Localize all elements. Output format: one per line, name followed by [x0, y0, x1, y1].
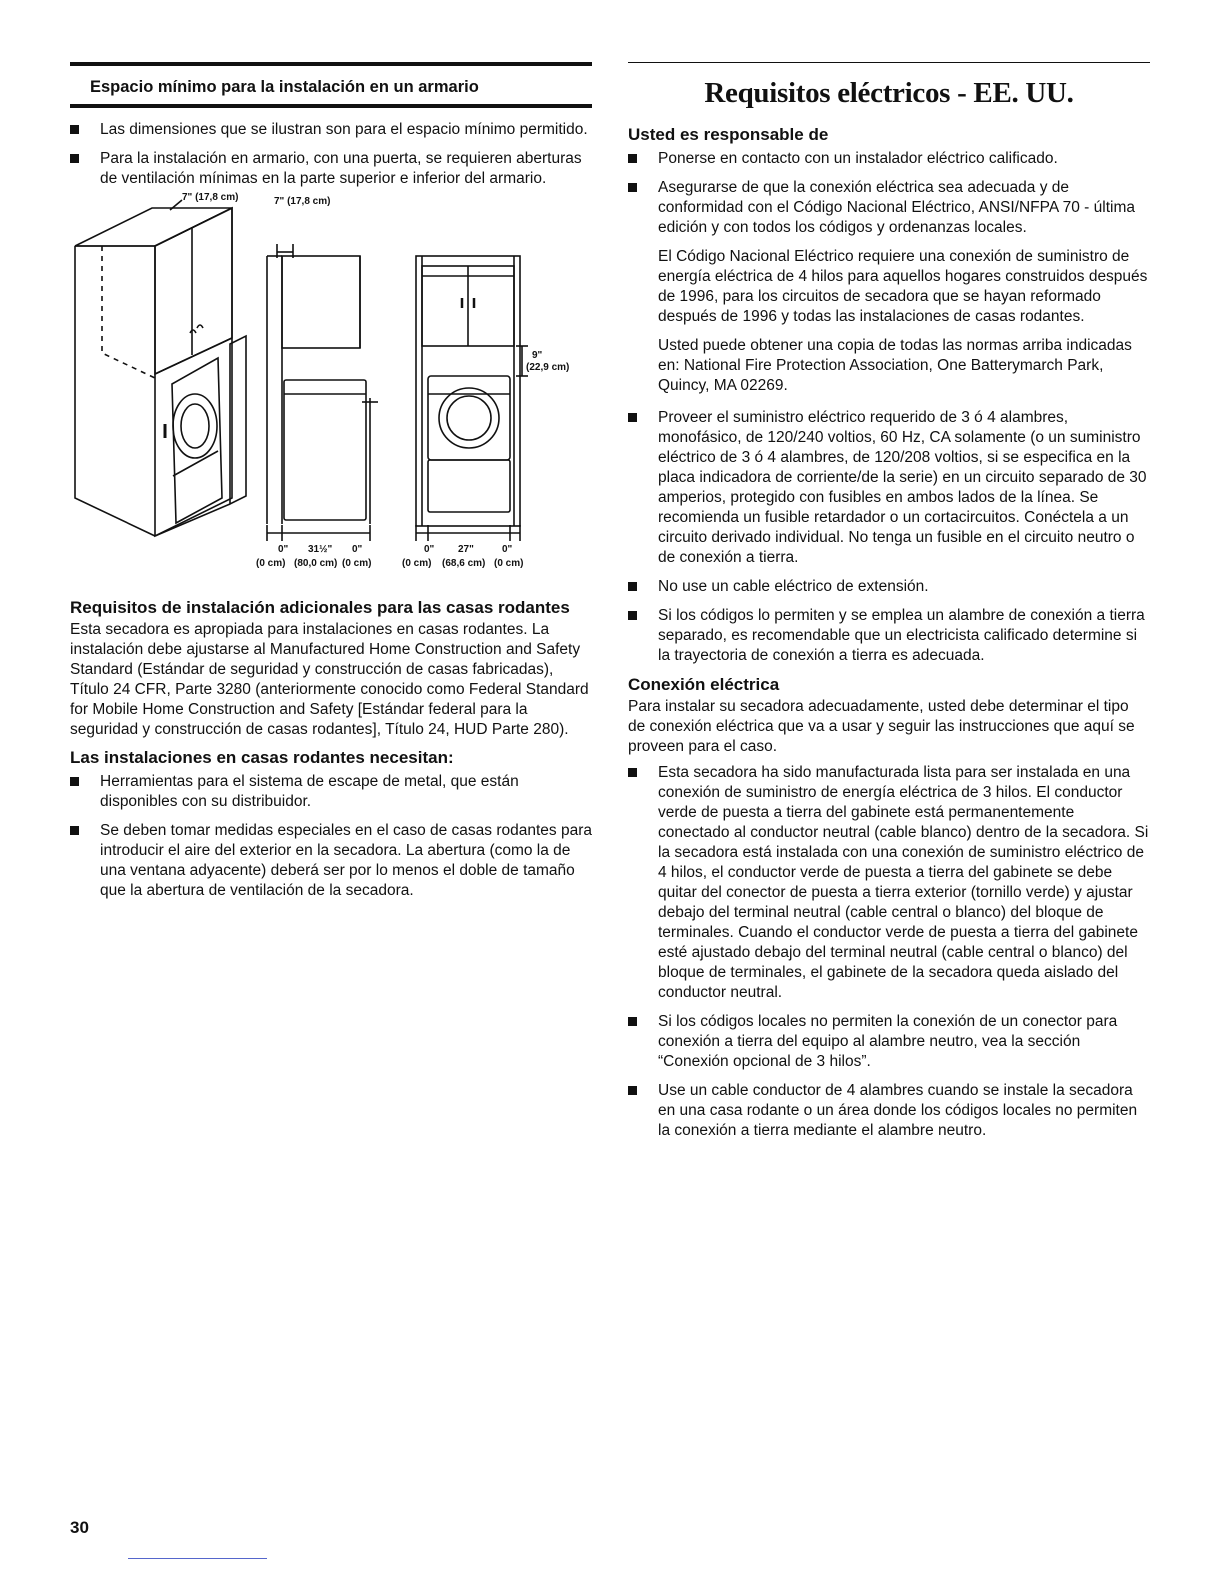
side-gap-label: 9" [532, 350, 543, 361]
electrical-connection-paragraph: Para instalar su secadora adecuadamente, usted debe determinar el tipo de conexión eléctrica que va a usar y seguir las instrucciones que aquí se proveen para el caso. [628, 698, 1135, 755]
closet-side-view-drawing [267, 244, 378, 541]
nec-requirement-paragraph: El Código Nacional Eléctrico requiere una conexión de suministro de energía eléctrica de 4 hilos para aquellos hogares construidos después de 1996, para los circuitos de secadora que se hayan reformado después de 1996 y todas las instalaciones de casas rodantes. [658, 248, 1148, 325]
responsibility-heading: Usted es responsable de [628, 125, 829, 144]
mobile-home-paragraph: Esta secadora es apropiada para instalaciones en casas rodantes. La instalación debe ajustarse al Manufactured Home Construction and Safety Standard (Estándar de seguridad y construcción de casas fabricadas), Título 24 CFR, Parte 3280 (anteriormente conocido como Federal Standard for Mobile Home Construction and Safety [Estándar federal para la seguridad y construcción de casas rodantes], Título 24, HUD Parte 280). [70, 621, 589, 738]
intro-bullet-list [70, 120, 592, 189]
electrical-requirements-title: Requisitos eléctricos - EE. UU. [704, 77, 1074, 109]
intro-bullet: Para la instalación en armario, con una puerta, se requieren aberturas de ventilación mínimas en la parte superior e inferior del armario. [70, 149, 592, 189]
top-side-gap-label: 7" (17,8 cm) [274, 196, 331, 207]
connection-bullet: Esta secadora ha sido manufacturada lista para ser instalada en una conexión de suministro de energía eléctrica de 3 hilos. El conductor verde de puesta a tierra del gabinete está permanentemente conectado al conductor neutral (cable blanco) dentro de la secadora. Si la secadora está instalada con una conexión de suministro eléctrico de 4 hilos, el conductor verde de puesta a tierra del gabinete se debe quitar del conector de puesta a tierra exterior (tornillo verde) y ajustar debajo del terminal neutral (cable central o blanco) del bloque de terminales. Cuando el conductor verde de puesta a tierra del gabinete esté ajustado debajo del terminal neutral (cable central o blanco) del bloque de terminales, el gabinete de la secadora queda aislado del conductor neutral. [628, 763, 1150, 1003]
front-dim-cm-right: (0 cm) [494, 558, 524, 569]
responsibility-bullet: Ponerse en contacto con un instalador eléctrico calificado. [628, 149, 1150, 169]
side-dim-left: 0" [278, 544, 289, 555]
closet-section-title: Espacio mínimo para la instalación en un armario [70, 62, 592, 108]
responsibility-bullet: Si los códigos lo permiten y se emplea un alambre de conexión a tierra separado, es recomendable que un electricista calificado determine si la trayectoria de conexión a tierra es adecuada. [628, 606, 1150, 666]
side-dim-right: 0" [352, 544, 363, 555]
side-dim-cm-left: (0 cm) [256, 558, 286, 569]
front-dim-cm-center: (68,6 cm) [442, 558, 486, 569]
cabinet-illustration [70, 198, 592, 590]
front-dim-cm-left: (0 cm) [402, 558, 432, 569]
closet-clearance-diagram [70, 192, 592, 590]
connection-bullet: Si los códigos locales no permiten la conexión de un conector para conexión a tierra del equipo al alambre neutro, vea la sección “Conexión opcional de 3 hilos”. [628, 1012, 1150, 1072]
section-rule [628, 62, 1150, 63]
mobile-needs-bullet: Se deben tomar medidas especiales en el caso de casas rodantes para introducir el aire del exterior en la secadora. La abertura (como la de una ventana adyacente) deberá ser por lo menos el doble de tamaño que la abertura de ventilación de la secadora. [70, 821, 592, 901]
closet-front-view-drawing [416, 256, 528, 541]
right-column [628, 62, 1150, 1150]
side-dim-center: 31½" [308, 544, 333, 555]
responsibility-list-cont [628, 408, 1150, 666]
footer-underline [128, 1558, 267, 1559]
electrical-connection-list [628, 763, 1150, 1141]
responsibility-bullet: Asegurarse de que la conexión eléctrica sea adecuada y de conformidad con el Código Nacional Eléctrico, ANSI/NFPA 70 - última edición y con todos los códigos y ordenanzas locales. [628, 178, 1150, 238]
connection-bullet: Use un cable conductor de 4 alambres cuando se instale la secadora en una casa rodante o un área donde los códigos locales no permiten la conexión a tierra mediante el alambre neutro. [628, 1081, 1150, 1141]
electrical-connection-heading: Conexión eléctrica [628, 675, 780, 694]
front-dim-left: 0" [424, 544, 435, 555]
responsibility-bullet: No use un cable eléctrico de extensión. [628, 577, 1150, 597]
left-column [70, 62, 592, 910]
top-depth-label: 7" (17,8 cm) [182, 192, 239, 203]
mobile-needs-list [70, 772, 592, 901]
mobile-needs-bullet: Herramientas para el sistema de escape de metal, que están disponibles con su distribuidor. [70, 772, 592, 812]
front-dim-center: 27" [458, 544, 474, 555]
nfpa-address-paragraph: Usted puede obtener una copia de todas las normas arriba indicadas en: National Fire Protection Association, One Batterymarch Park, Quincy, MA 02269. [658, 337, 1132, 394]
page-number: 30 [70, 1518, 89, 1537]
side-dim-cm-right: (0 cm) [342, 558, 372, 569]
closet-perspective-drawing [75, 208, 246, 536]
responsibility-bullet: Proveer el suministro eléctrico requerido de 3 ó 4 alambres, monofásico, de 120/240 voltios, 60 Hz, CA solamente (o un suministro eléctrico de 3 ó 4 alambres, de 120/208 voltios, si se especifica en la placa indicadora de corriente/de la serie) en un circuito separado de 30 amperios, protegido con fusibles en ambos lados de la línea. Se recomienda un fusible retardador o un cortacircuitos. Conéctela a un circuito derivado individual. No tenga un fusible en el circuito neutro o de conexión a tierra. [628, 408, 1150, 568]
side-gap-cm-label: (22,9 cm) [526, 362, 570, 373]
intro-bullet: Las dimensiones que se ilustran son para el espacio mínimo permitido. [70, 120, 592, 140]
mobile-needs-heading: Las instalaciones en casas rodantes necesitan: [70, 748, 454, 767]
responsibility-list [628, 149, 1150, 238]
mobile-home-heading: Requisitos de instalación adicionales para las casas rodantes [70, 598, 570, 617]
front-dim-right: 0" [502, 544, 513, 555]
side-dim-cm-center: (80,0 cm) [294, 558, 338, 569]
